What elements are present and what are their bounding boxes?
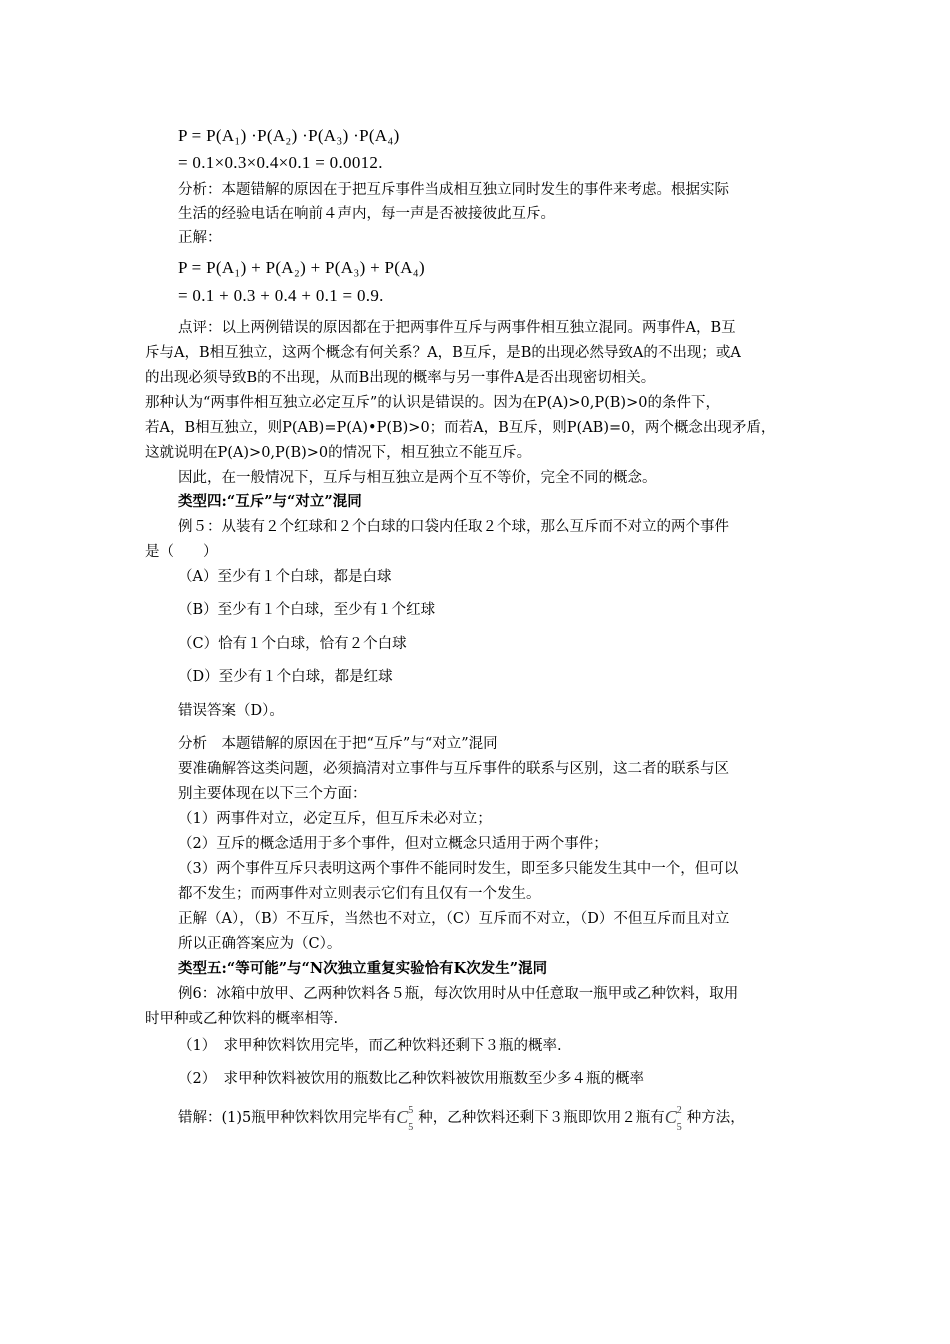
type5-question-2: （2） 求甲种饮料被饮用的瓶数比乙种饮料被饮用瓶数至少多４瓶的概率 (178, 1071, 644, 1087)
type4-point-1: （1）两事件对立，必定互斥，但互斥未必对立； (178, 811, 492, 827)
wrong-solution-part3: 种方法， (686, 1110, 745, 1126)
type5-example-line2: 时甲种或乙种饮料的概率相等. (145, 1011, 339, 1027)
option-d: （D）至少有１个白球，都是红球 (178, 669, 393, 685)
combination-c-2-5: C 2 5 (664, 1105, 682, 1133)
type4-point-3-cont: 都不发生；而两事件对立则表示它们有且仅有一个发生。 (178, 886, 541, 902)
type4-example-line2: 是（ ） (145, 544, 218, 560)
combination-c-5-5: C 5 5 (396, 1105, 414, 1133)
option-a: （A）至少有１个白球，都是白球 (178, 569, 392, 585)
comment-line1: 点评：以上两例错误的原因都在于把两事件互斥与两事件相互独立混同。两事件A，B互 (178, 320, 736, 336)
type5-example-line1: 例6：冰箱中放甲、乙两种饮料各５瓶，每次饮用时从中任意取一瓶甲或乙种饮料，取用 (178, 986, 739, 1002)
comment-line3: 的出现必须导致B的不出现，从而B出现的概率与另一事件A是否出现密切相关。 (145, 370, 656, 386)
type4-wrong-answer: 错误答案（D）。 (178, 703, 284, 719)
correct-label: 正解： (178, 230, 222, 246)
formula1-line1: P = P(A₁) ·P(A₂) ·P(A₃) ·P(A₄) (178, 126, 400, 145)
type4-explain-line1: 要准确解答这类问题，必须搞清对立事件与互斥事件的联系与区别，这二者的联系与区 (178, 761, 729, 777)
type4-heading: 类型四:“互斥”与“对立”混同 (178, 493, 362, 510)
wrong-solution-part2: 种，乙种饮料还剩下３瓶即饮用２瓶有 (418, 1110, 665, 1126)
type5-question-1: （1） 求甲种饮料饮用完毕，而乙种饮料还剩下３瓶的概率. (178, 1038, 562, 1054)
analysis1-line2: 生活的经验电话在响前４声内，每一声是否被接彼此互斥。 (178, 206, 555, 222)
type4-solution-line2: 所以正确答案应为（C）。 (178, 936, 342, 952)
formula2-line2: = 0.1 + 0.3 + 0.4 + 0.1 = 0.9. (178, 286, 384, 305)
option-b: （B）至少有１个白球，至少有１个红球 (178, 602, 436, 618)
type4-point-3: （3）两个事件互斥只表明这两个事件不能同时发生，即至多只能发生其中一个，但可以 (178, 861, 739, 877)
wrong-solution-part1: 错解：(1)5瓶甲种饮料饮用完毕有 (178, 1110, 397, 1126)
type4-example-line1: 例５：从装有２个红球和２个白球的口袋内任取２个球，那么互斥而不对立的两个事件 (178, 519, 729, 535)
analysis1-line1: 分析：本题错解的原因在于把互斥事件当成相互独立同时发生的事件来考虑。根据实际 (178, 182, 729, 198)
type4-analysis: 分析 本题错解的原因在于把“互斥”与“对立”混同 (178, 736, 498, 752)
formula1-line2: = 0.1×0.3×0.4×0.1 = 0.0012. (178, 153, 383, 172)
type5-wrong-solution (178, 1104, 745, 1133)
comment-line6: 这就说明在P(A)>0,P(B)>0的情况下，相互独立不能互斥。 (145, 445, 532, 461)
comment-line2: 斥与A，B相互独立，这两个概念有何关系？A，B互斥，是B的出现必然导致A的不出现；或A (145, 345, 741, 361)
type4-point-2: （2）互斥的概念适用于多个事件，但对立概念只适用于两个事件； (178, 836, 608, 852)
option-c: （C）恰有１个白球，恰有２个白球 (178, 636, 407, 652)
type4-solution-line1: 正解（A），（B）不互斥，当然也不对立，（C）互斥而不对立，（D）不但互斥而且对立 (178, 911, 730, 927)
comment-line4: 那种认为“两事件相互独立必定互斥”的认识是错误的。因为在P(A)>0,P(B)>0的条件下， (145, 395, 720, 411)
type4-explain-line2: 别主要体现在以下三个方面： (178, 786, 367, 802)
comment-line5: 若A，B相互独立，则P(AB)=P(A)•P(B)>0；而若A，B互斥，则P(AB)=0，两个概念出现矛盾， (145, 420, 776, 436)
formula2-line1: P = P(A₁) + P(A₂) + P(A₃) + P(A₄) (178, 258, 425, 277)
comment-line7: 因此，在一般情况下，互斥与相互独立是两个互不等价，完全不同的概念。 (178, 470, 657, 486)
type5-heading: 类型五:“等可能”与“N次独立重复实验恰有K次发生”混同 (178, 960, 548, 977)
